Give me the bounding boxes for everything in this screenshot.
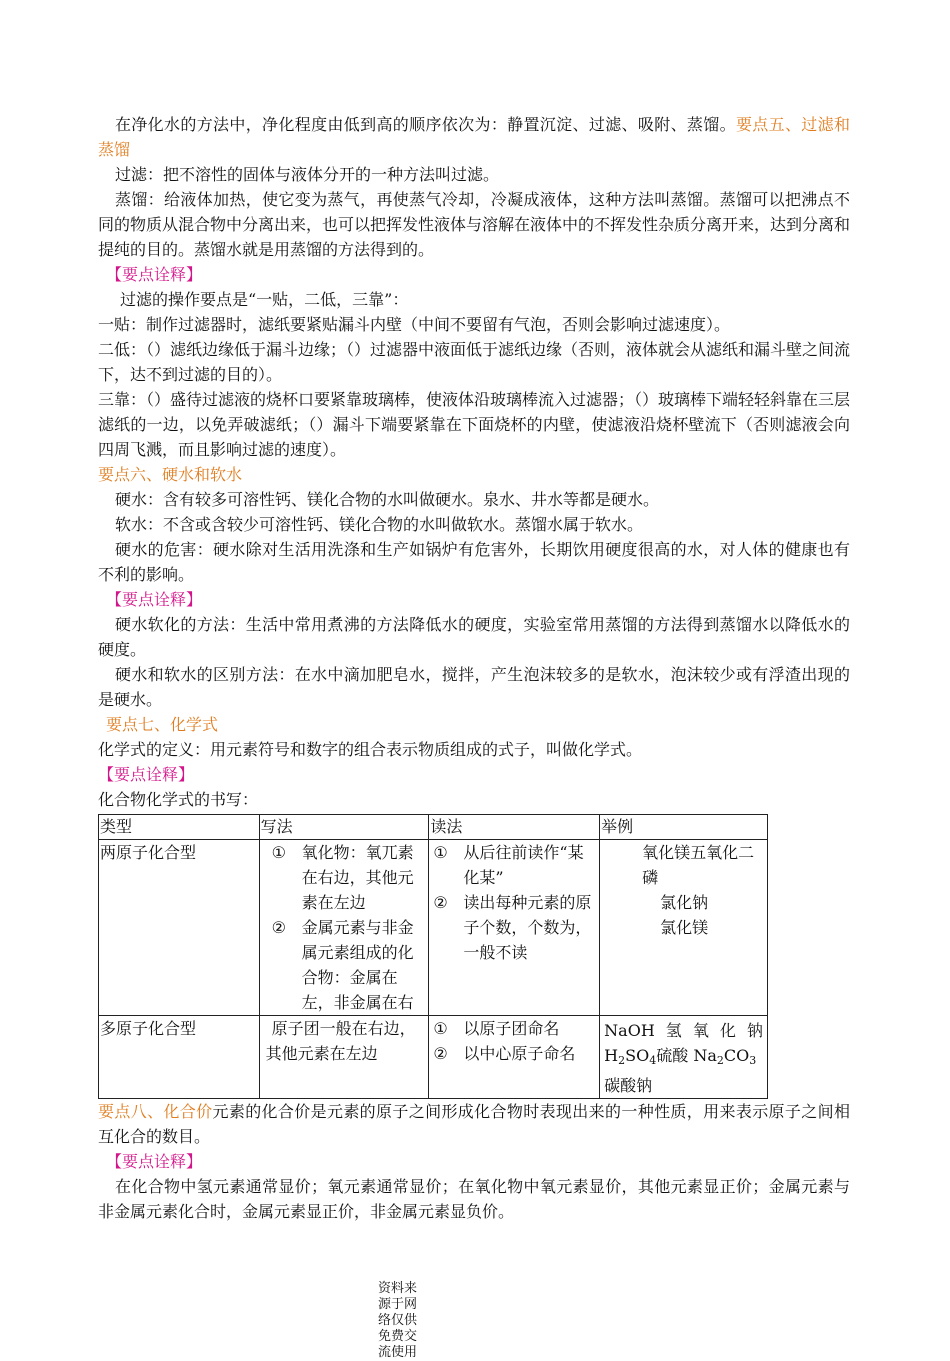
row1-write	[259, 840, 429, 1016]
list-item: ② 以中心原子命名	[433, 1044, 576, 1063]
list-item: ② 读出每种元素的原子个数，个数为，一般不读	[433, 893, 592, 962]
formula-definition: 化学式的定义：用元素符号和数字的组合表示物质组成的式子，叫做化学式。	[98, 740, 643, 759]
hard-water-definition: 硬水：含有较多可溶性钙、镁化合物的水叫做硬水。泉水、井水等都是硬水。	[115, 490, 660, 509]
row2-write: 原子团一般在右边，其他元素在左边	[259, 1016, 429, 1099]
softening-methods: 硬水软化的方法：生活中常用煮沸的方法降低水的硬度，实验室常用蒸馏的方法得到蒸馏水以降低水的硬度。	[98, 615, 850, 659]
table-row	[99, 1016, 768, 1099]
valence-paragraph	[98, 1099, 850, 1149]
section6-heading: 要点六、硬水和软水	[98, 465, 243, 484]
list-item: ① 从后往前读作“某化某”	[433, 843, 584, 887]
example-naoh: NaOH 氢 氧 化 钠	[604, 1021, 763, 1040]
filter-sankao: 三靠：（）盛待过滤液的烧杯口要紧靠玻璃棒，使液体沿玻璃棒流入过滤器；（）玻璃棒下端轻轻斜靠在三层滤纸的一边，以免弄破滤纸；（）漏斗下端要紧靠在下面烧杯的内壁，使滤液沿烧杯壁流下（否则滤液会向四周飞溅，而且影响过滤的速度）。	[98, 390, 851, 459]
row2-read	[429, 1016, 600, 1099]
note-label-1: 【要点诠释】	[106, 265, 203, 284]
filter-intro: 过滤的操作要点是“一贴，二低，三靠”：	[120, 290, 409, 309]
table-header-row	[99, 815, 768, 840]
row1-type: 两原子化合型	[99, 840, 260, 1016]
note-label-4: 【要点诠释】	[106, 1152, 203, 1171]
note-label-2: 【要点诠释】	[106, 590, 203, 609]
list-item: ② 金属元素与非金属元素组成的化合物：金属在左，非金属在右	[271, 918, 414, 1012]
header-read: 读法	[429, 815, 600, 840]
row1-example	[600, 840, 768, 1016]
row2-type: 多原子化合型	[99, 1016, 260, 1099]
section7-heading: 要点七、化学式	[106, 715, 219, 734]
section8-heading: 要点八、化合价	[98, 1102, 213, 1121]
purification-order-paragraph	[98, 112, 850, 162]
formula-writing-label: 化合物化学式的书写：	[98, 790, 259, 809]
example-mgo-p2o5: 氧化镁五氧化二磷	[642, 843, 755, 887]
section5-heading: 要点五、过滤和蒸馏	[98, 115, 850, 159]
table-row	[99, 840, 768, 1016]
hard-water-harm: 硬水的危害：硬水除对生活用洗涤和生产如锅炉有危害外，长期饮用硬度很高的水，对人体的健康也有不利的影响。	[98, 540, 850, 584]
list-item: ① 氧化物：氧兀素在右边，其他元素在左边	[271, 843, 414, 912]
list-item: ① 以原子团命名	[433, 1019, 560, 1038]
footer-note: 资料来源于网络仅供免费交流使用	[378, 1281, 418, 1360]
example-mgcl2: 氯化镁	[660, 918, 709, 937]
distill-definition: 蒸馏：给液体加热，使它变为蒸气，再使蒸气冷却，冷凝成液体，这种方法叫蒸馏。蒸馏可以把沸点不同的物质从混合物中分离出来，也可以把挥发性液体与溶解在液体中的不挥发性杂质分离开来，达到分离和提纯的目的。蒸馏水就是用蒸馏的方法得到的。	[98, 190, 851, 259]
filter-yitie: 一贴：制作过滤器时，滤纸要紧贴漏斗内壁（中间不要留有气泡，否则会影响过滤速度）。	[98, 315, 731, 334]
filter-definition: 过滤：把不溶性的固体与液体分开的一种方法叫过滤。	[115, 165, 500, 184]
note-label-3: 【要点诠释】	[98, 765, 195, 784]
valence-definition: 元素的化合价是元素的原子之间形成化合物时表现出来的一种性质，用来表示原子之间相互化合的数目。	[98, 1102, 850, 1146]
soft-water-definition: 软水：不含或含较少可溶性钙、镁化合物的水叫做软水。蒸馏水属于软水。	[115, 515, 644, 534]
distinguish-methods: 硬水和软水的区别方法：在水中滴加肥皂水，搅拌，产生泡沫较多的是软水，泡沫较少或有浮渣出现的是硬水。	[98, 665, 850, 709]
valence-rules: 在化合物中氢元素通常显价；氧元素通常显价；在氧化物中氧元素显价，其他元素显正价；金属元素与非金属元素化合时，金属元素显正价，非金属元素显负价。	[98, 1177, 850, 1221]
filter-erdi: 二低：（）滤纸边缘低于漏斗边缘；（）过滤器中液面低于滤纸边缘（否则，液体就会从滤纸和漏斗壁之间流下，达不到过滤的目的）。	[98, 340, 851, 384]
header-example: 举例	[600, 815, 768, 840]
purification-order-text: 在净化水的方法中，净化程度由低到高的顺序依次为：静置沉淀、过滤、吸附、蒸馏。	[115, 115, 736, 134]
header-type: 类型	[99, 815, 260, 840]
formula-table	[98, 814, 768, 1099]
row2-example	[600, 1016, 768, 1099]
header-write: 写法	[259, 815, 429, 840]
document-body	[98, 112, 850, 1224]
example-h2so4-na2co3: $H_2SO_4$硫酸 $Na_2CO_3$碳酸钠	[604, 1046, 757, 1095]
row1-read	[429, 840, 600, 1016]
example-nacl: 氯化钠	[660, 893, 709, 912]
